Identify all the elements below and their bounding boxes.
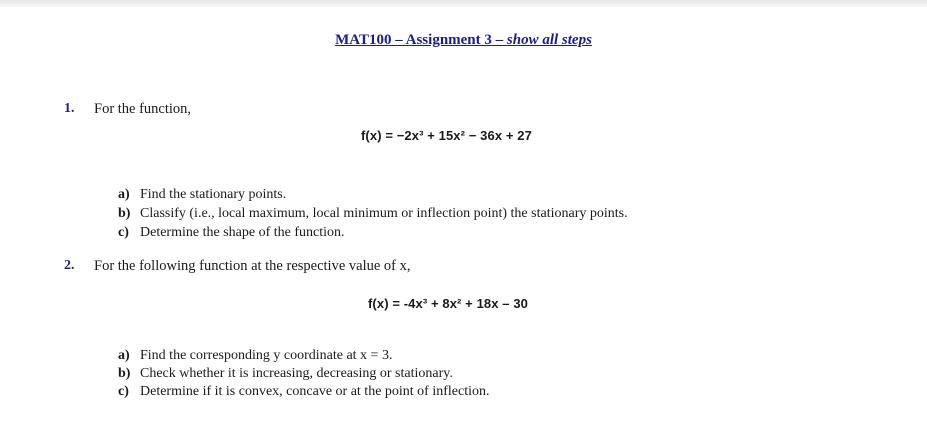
title-course: MAT100 [335,32,392,48]
question-1-prompt: For the function, [94,101,192,117]
question-2-part-b [118,365,453,383]
part-text: Classify (i.e., local maximum, local minimum or inflection point) the stationary points. [140,206,628,221]
part-label: c) [118,384,129,399]
question-1-part-b [118,205,628,223]
part-label: a) [118,348,130,363]
viewer-top-bar [0,0,927,7]
page-title [0,31,927,49]
question-1-number: 1. [64,101,75,116]
question-2-number: 2. [64,258,75,273]
question-2-prompt: For the following function at the respective value of x, [94,258,411,274]
part-text: Find the stationary points. [140,187,287,202]
title-dash-2: – [491,32,507,48]
part-text: Determine the shape of the function. [140,225,345,240]
title-dash-1: – [391,32,406,48]
part-label: b) [118,206,131,221]
title-note: show all steps [506,32,592,48]
question-1-formula: f(x) = −2x³ + 15x² − 36x + 27 [361,128,532,143]
document-page [0,7,927,424]
question-1-part-a [118,186,286,204]
question-2-formula: f(x) = -4x³ + 8x² + 18x – 30 [368,296,528,311]
part-text: Check whether it is increasing, decreasing or stationary. [140,366,453,381]
part-text: Find the corresponding y coordinate at x = 3. [140,348,393,363]
question-2-part-c [118,383,490,401]
title-assignment: Assignment 3 [405,32,492,48]
question-2-part-a [118,347,392,365]
part-label: c) [118,225,129,240]
part-label: a) [118,187,130,202]
question-1-part-c [118,224,344,242]
part-label: b) [118,366,131,381]
part-text: Determine if it is convex, concave or at the point of inflection. [140,384,490,399]
